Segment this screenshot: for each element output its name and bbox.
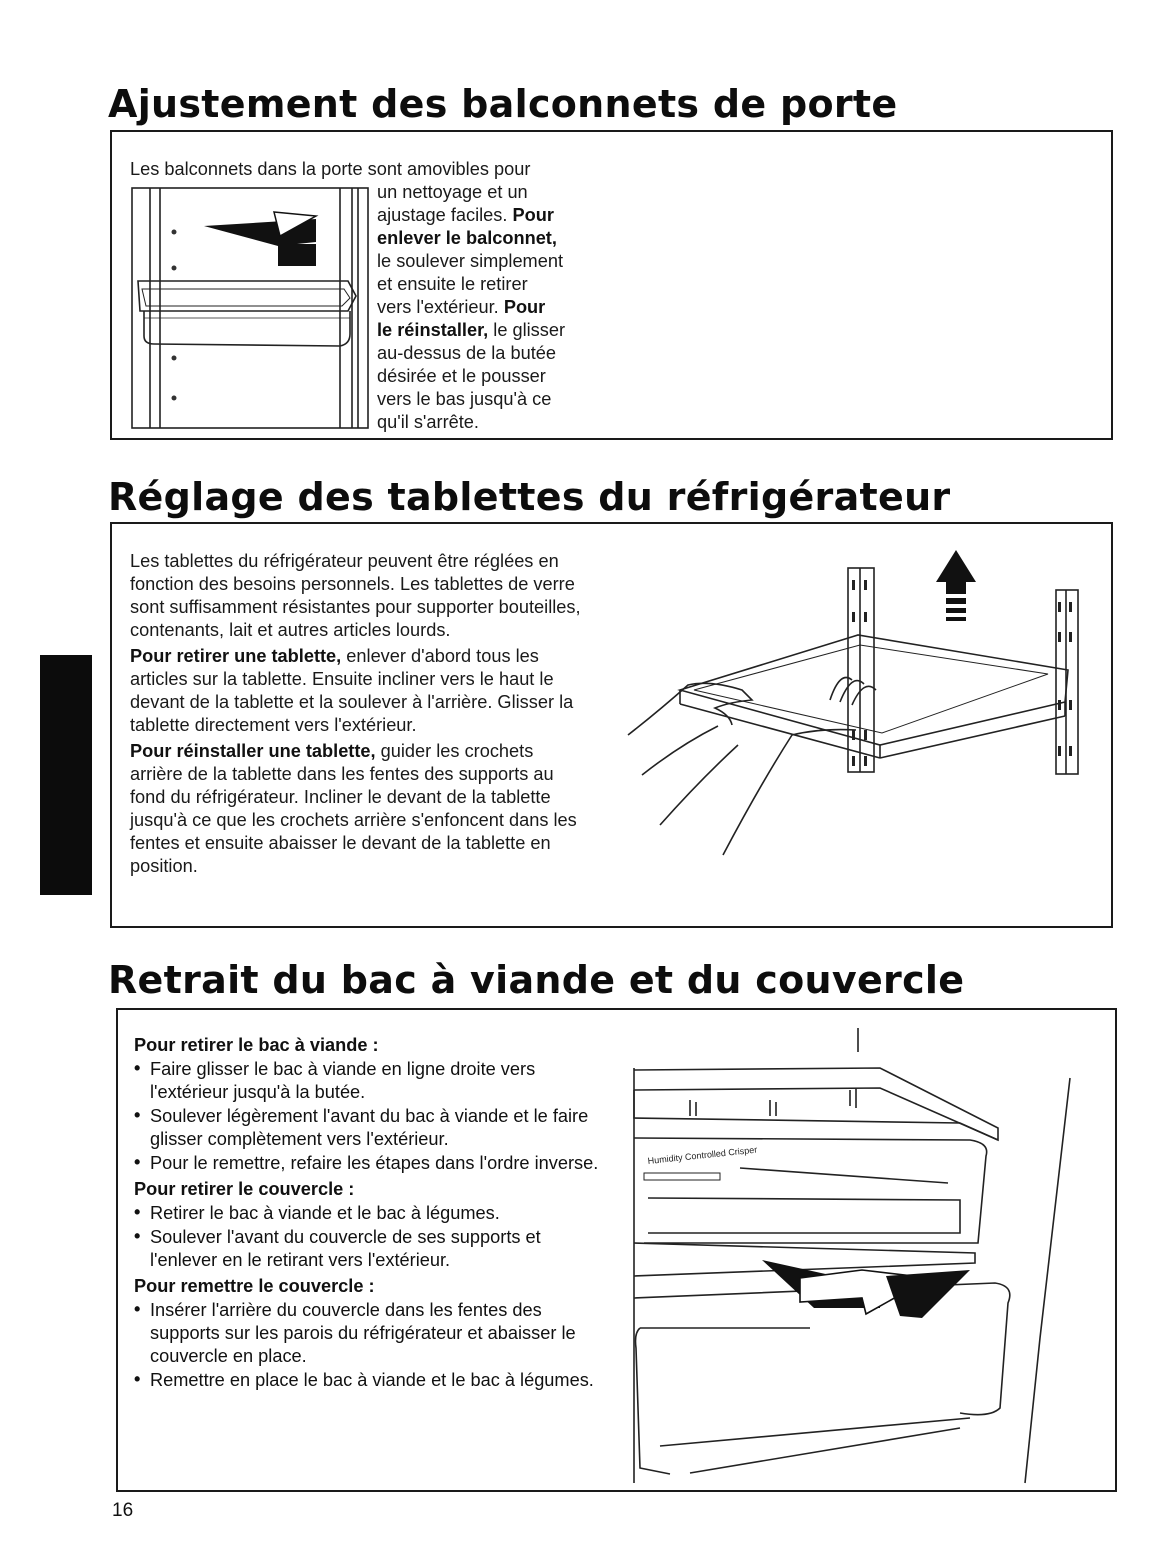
list-item: • Remettre en place le bac à viande et le bac à légumes. [134, 1369, 604, 1392]
remove-shelf-text: enlever d'abord tous les articles sur la tablette. Ensuite incliner vers le haut le devant de la tablette et la soulever à l'arrière. Glisser la tablette directement vers l'extérieur. [130, 646, 574, 735]
list-item: • Retirer le bac à viande et le bac à légumes. [134, 1202, 604, 1225]
remove-meat-drawer-heading: Pour retirer le bac à viande : [134, 1035, 379, 1055]
meat-drawer-instructions [134, 1034, 604, 1393]
remove-cover-heading: Pour retirer le couvercle : [134, 1179, 355, 1199]
arrow-left-icon [204, 212, 316, 266]
list-item: • Faire glisser le bac à viande en ligne droite vers l'extérieur jusqu'à la butée. [134, 1058, 604, 1104]
crisper-label: Humidity Controlled Crisper [647, 1144, 758, 1166]
list-item: • Insérer l'arrière du couvercle dans les fentes des supports sur les parois du réfrigérateur et abaisser le couvercle en place. [134, 1299, 604, 1368]
reinstall-shelf-heading: Pour réinstaller une tablette, [130, 741, 376, 761]
replace-cover-heading: Pour remettre le couvercle : [134, 1276, 375, 1296]
section-tab-marker [40, 655, 92, 895]
arrow-up-icon [936, 550, 976, 621]
door-bins-intro: Les balconnets dans la porte sont amovibles pour [130, 159, 531, 179]
list-item: • Pour le remettre, refaire les étapes dans l'ordre inverse. [134, 1152, 604, 1175]
door-bin-illustration [130, 186, 370, 431]
arrow-right-icon [762, 1260, 970, 1318]
list-item: • Soulever légèrement l'avant du bac à viande et le faire glisser complètement vers l'extérieur. [134, 1105, 604, 1151]
section-title-meat-drawer: Retrait du bac à viande et du couvercle [108, 958, 965, 1002]
section-title-shelves: Réglage des tablettes du réfrigérateur [108, 475, 951, 519]
remove-shelf-heading: Pour retirer une tablette, [130, 646, 342, 666]
section-title-door-bins: Ajustement des balconnets de porte [108, 82, 898, 126]
shelves-intro: Les tablettes du réfrigérateur peuvent être réglées en fonction des besoins personnels. Les tablettes de verre sont suffisamment résistantes pour supporter bouteilles, contenants, lait et autres articles lourds. [130, 551, 581, 640]
page-number: 16 [112, 1500, 134, 1521]
door-bins-body: un nettoyage et un ajustage faciles. Pour enlever le balconnet, le soulever simplement et ensuite le retirer vers l'extérieur. Pour le réinstaller, le glisser au-dessus de la butée désirée et le pousser vers le bas jusqu'à ce qu'il s'arrête. [377, 182, 566, 432]
shelf-illustration [620, 540, 1090, 860]
reinstall-shelf-text: guider les crochets arrière de la tablette dans les fentes des supports au fond du réfrigérateur. Incliner le devant de la tablette jusqu'à ce que les crochets arrière s'enfoncent dans les fentes et ensuite abaisser le devant de la tablette en position. [130, 741, 577, 876]
list-item: • Soulever l'avant du couvercle de ses supports et l'enlever en le retirant vers l'extérieur. [134, 1226, 604, 1272]
meat-drawer-illustration [630, 1028, 1090, 1488]
shelves-text [130, 550, 590, 878]
